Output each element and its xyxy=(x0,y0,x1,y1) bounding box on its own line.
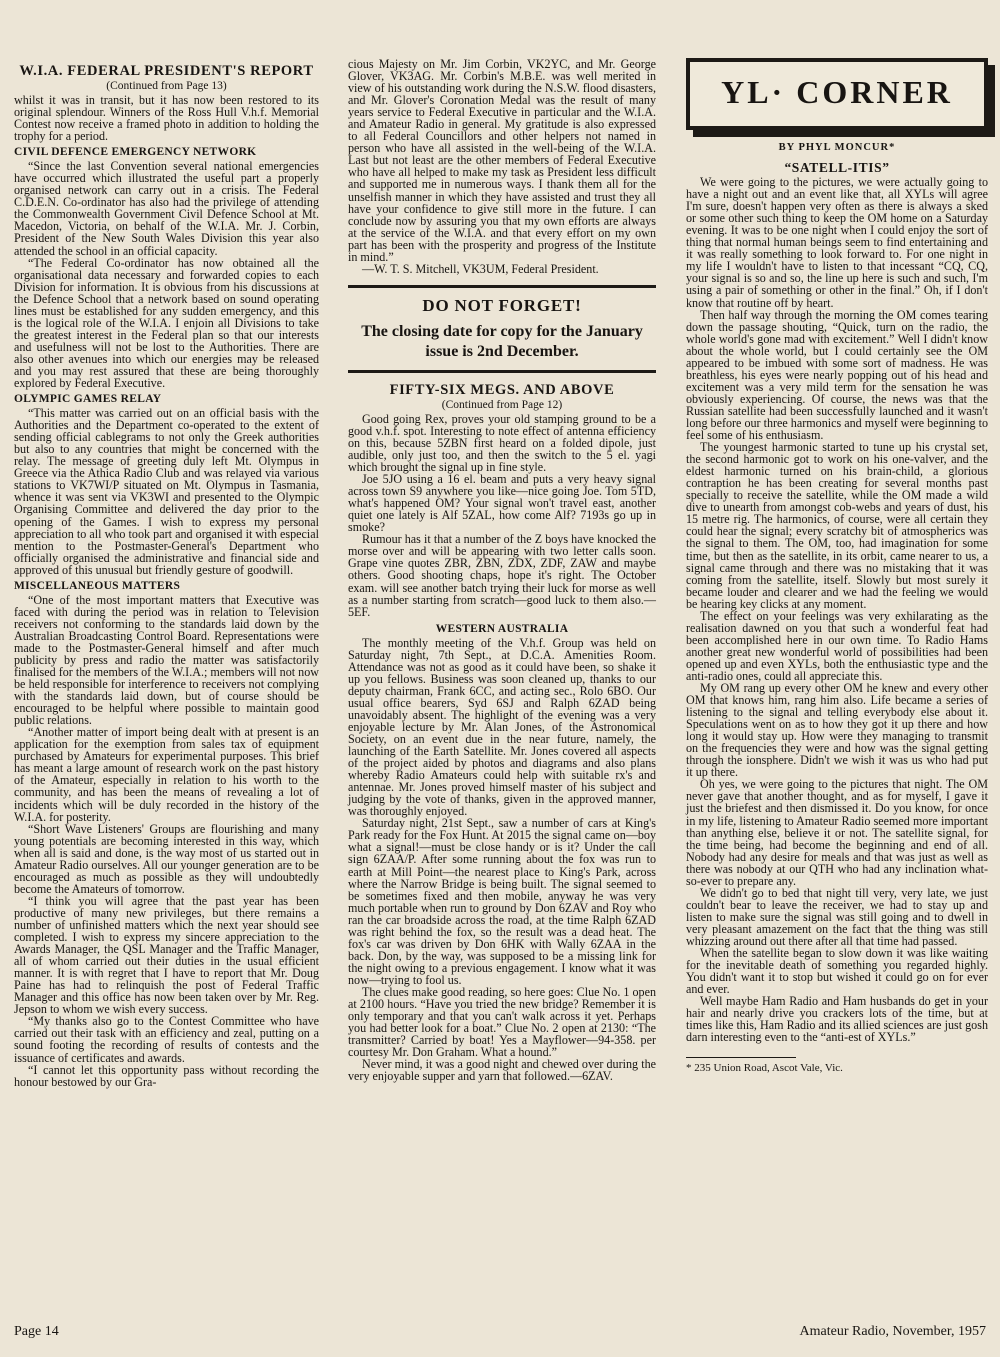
byline: BY PHYL MONCUR* xyxy=(778,142,896,153)
footnote: * 235 Union Road, Ascot Vale, Vic. xyxy=(686,1057,796,1074)
paragraph: My OM rang up every other OM he knew and every other OM that knows him, rang him also. Life became a series of listening to the signal and telling everybody else about it. Speculations went on as to how they got it up there and how long it would stay up. How were they managing to transmit on the frequencies they were and how was the signal getting through the ionsphere. Didn't we wish it was us who had put it up there. xyxy=(686,681,988,780)
paragraph: We were going to the pictures, we were actually going to have a night out and an event like that, all XYLs will agree I'm sure, doesn't happen very often as there is always a sked or some other such thing to keep the OM home on a Saturday evening. It was to be one night when I could enjoy the sort of thing that normal human beings seem to find entertaining and it was really something to look forward to. For one night in my life I wouldn't have to listen to that incessant “CQ, CQ, your signal is so and so, the line up here is such and such, I'm using a pair of something or other in the final.” Oh, if I don't know that routine off by heart. xyxy=(686,175,988,310)
paragraph: When the satellite began to slow down it was like waiting for the inevitable death of something you regarded highly. You didn't want it to stop but wished it could go on for ever and ever. xyxy=(686,946,988,997)
paragraph: Never mind, it was a good night and chewed over during the very enjoyable supper and yarn that followed.—6ZAV. xyxy=(348,1057,656,1084)
paragraph: “My thanks also go to the Contest Committee who have carried out their task with an efficiency and zeal, putting on a sound footing the recording of results of contests and the issuance of certificates and awards. xyxy=(14,1014,319,1065)
paragraph: We didn't go to bed that night till very, very late, we just couldn't bear to leave the receiver, we had to stay up and listen to make sure the signal was still going and to dwell in very pleasant amazement on the fact that the thing was still whizzing around out there after all that time had passed. xyxy=(686,885,988,948)
paragraph: The clues make good reading, so here goes: Clue No. 1 open at 2100 hours. “Have you tried the new bridge? Remember it is only temporary and that you can't walk across it yet. Perhaps you had better look for a boat.” Clue No. 2 open at 2130: “The transmitter? Carried by boat! Yes a Mayflower—94-358. per courtesy Mr. Don Graham. What a hound.” xyxy=(348,985,656,1060)
continued-note: (Continued from Page 12) xyxy=(441,398,563,411)
column-3 xyxy=(686,58,988,1074)
publication-line: Amateur Radio, November, 1957 xyxy=(799,1324,986,1339)
yl-corner-title: YL· CORNER xyxy=(721,74,953,110)
signature: —W. T. S. Mitchell, VK3UM, Federal President. xyxy=(362,261,599,276)
section-heading-western-australia: WESTERN AUSTRALIA xyxy=(435,622,569,635)
paragraph: Well maybe Ham Radio and Ham husbands do get in your hair and nearly drive you crackers lots of the time, but at times like this, Ham Radio and its allied sciences are just gosh darn interesting even to the “anti-est of XYLs.” xyxy=(686,994,988,1045)
column-1 xyxy=(14,58,319,1088)
paragraph: cious Majesty on Mr. Jim Corbin, VK2YC, and Mr. George Glover, VK3AG. Mr. Corbin's M.B.E. was well merited in view of his outstanding work during the N.S.W. flood disasters, and Mr. Glover's Coronation Medal was the result of many years service to Federal Executive in particular and the W.I.A. and Amateur Radio in general. My gratitude is also expressed to all Federal Councillors and other helpers not named in person who have all assisted in the well-being of the W.I.A. Last but not least are the other members of Federal Executive who have all helped to make my task as President less difficult and supported me in numerous ways. I thank them all for the unselfish manner in which they have assisted and trust they all have your confidence to give still more in the future. I can conclude now by assuring you that my own efforts are always at the service of the W.I.A. and that every effort on my own part has been with the prosperity and progress of the Institute in mind.” xyxy=(348,57,656,264)
article-title-satellitis: “SATELL-ITIS” xyxy=(784,160,890,176)
paragraph: “The Federal Co-ordinator has now obtained all the organisational data necessary and forwarded copies to each Division for information. It is obvious from his discussions at the Defence School that a network based on sound operating lines must be established for any sudden emergency, and this is the logical role of the W.I.A. I enjoin all Divisions to take the greatest interest in the Federal plan so that our interests and usefulness will not be lost to the Authorities. There are also other avenues into which our energies may be released and you may rest assured that these are being thoroughly explored by Federal Executive. xyxy=(14,255,319,391)
paragraph: Oh yes, we were going to the pictures that night. The OM never gave that another thought, and as for myself, I gave it just the briefest and then dismissed it. Do you know, for once in my life, listening to Amateur Radio seemed more important than anything else, believe it or not. The satellite signal, for the time being, had become the beginning and end of all. Nobody had any desire for meals and that was just as well as there was nobody at our QTH who had any inclination what-so-ever to prepare any. xyxy=(686,777,988,888)
paragraph: Joe 5JO using a 16 el. beam and puts a very heavy signal across town S9 anywhere you like—nice going Joe. Tom 5TD, what's happened OM? Your signal won't travel east, another quiet one lately is Alf 5ZAL, how come Alf? 7193s go up in smoke? xyxy=(348,472,656,535)
notice-box xyxy=(348,285,656,373)
section-heading-cden: CIVIL DEFENCE EMERGENCY NETWORK xyxy=(14,146,257,159)
article-title-presidents-report: W.I.A. FEDERAL PRESIDENT'S REPORT xyxy=(19,63,314,79)
continued-note: (Continued from Page 13) xyxy=(106,80,227,92)
notice-body: The closing date for copy for the January issue is 2nd December. xyxy=(361,322,643,360)
paragraph: “I think you will agree that the past year has been productive of many new privileges, but there remains a number of unfinished matters which the next year should see completed. I wish to express my sincere appreciation to the Awards Manager, the QSL Manager and the Traffic Manager, all of whom carried out their duties in the usual efficient manner. It is with regret that I have to report that Mr. Doug Paine has had to relinquish the post of Federal Traffic Manager and this office has now been taken over by Mr. Reg. Jepson to whom we wish every success. xyxy=(14,893,319,1017)
notice-title: DO NOT FORGET! xyxy=(422,295,582,315)
paragraph: The effect on your feelings was very exhilarating as the realisation dawned on you that such a wonderful feat had been accomplished here in our own time. To Radio Hams another great new wonderful world of possibilities had been opened up and even XYLs, both the enthusiastic type and the anti-radio ones, could all appreciate this. xyxy=(686,608,988,683)
paragraph: “Since the last Convention several national emergencies have occurred which illustrated the useful part a properly organised network can carry out in a crisis. The Federal C.D.E.N. Co-ordinator has also had the privilege of attending the Commonwealth Government Civil Defence School at Mt. Macedon, Victoria, on behalf of the W.I.A. Mr. J. Corbin, President of the New South Wales Division this year also attended the school in an official capacity. xyxy=(14,159,319,258)
column-2 xyxy=(348,58,656,1082)
paragraph: Then half way through the morning the OM comes tearing down the passage shouting, “Quick, turn on the radio, the whole world's gone mad with excitement.” Well I didn't know about the whole world, but I could certainly see the OM appeared to be imbued with some sort of madness. He was breathless, his eyes were nearly popping out of his head and excitement was a very mild term for the sensation he was obviously experiencing. Of course, the news was that the Russian satellite had been successfully launched and it wasn't long before our three harmonics and myself were beginning to feel some of his enthusiasm. xyxy=(686,307,988,443)
paragraph: Rumour has it that a number of the Z boys have knocked the morse over and will be appearing with two letter calls soon. Grape vine quotes ZBR, ZBN, ZDX, ZDF, ZAW and maybe others. Good shooting chaps, hope it's right. The October exam. will see another batch trying their luck for morse as well as a number starting from scratch—good luck to them also.—5EF. xyxy=(348,532,656,619)
paragraph: Good going Rex, proves your old stamping ground to be a good v.h.f. spot. Interesting to note effect of antenna efficiency on this, because 5ZBN first heard on a folded dipole, just audible, only just too, and then the switch to the 5 el. yagi which brought the signal up in fine style. xyxy=(348,411,656,475)
paragraph: whilst it was in transit, but it has now been restored to its original splendour. Winners of the Ross Hull V.h.f. Memorial Contest now receive a framed photo in addition to holding the trophy for a period. xyxy=(14,93,319,144)
section-heading-olympic: OLYMPIC GAMES RELAY xyxy=(14,393,162,406)
paragraph: The monthly meeting of the V.h.f. Group was held on Saturday night, 7th Sept., at D.C.A. Amenities Room. Attendance was not as good as it could have been, so shake it up you fellows. Business was soon cleaned up, thanks to our deputy chairman, Frank 6CC, and acting sec., Rolo 6BO. Our usual office bearers, Syd 6SJ and Ralph 6ZAD being unavoidably absent. The highlight of the evening was a very enjoyable lecture by Mr. Alan Jones, of the Astronomical Society, on an event due in the near future, namely, the launching of the Earth Satellite. Mr. Jones covered all aspects of the project aided by photos and diagrams and also plans whereby Radio Amateurs could help with suitable rx's and antennae. Mr. Jones proved himself master of his subject and judging by the vote of thanks, given in the approved manner, was thoroughly enjoyed. xyxy=(348,635,656,819)
section-heading-misc: MISCELLANEOUS MATTERS xyxy=(14,579,181,592)
paragraph: The youngest harmonic started to tune up his crystal set, the second harmonic got to work on his one-valver, and the eldest harmonic turned on his brain-child, a glorious contraption he has been creating for several months past specially to receive the satellite, while the OM made a wild dive to unearth from amongst cob-webs and years of dust, his 15 metre rig. The harmonics, of course, were all certain they could hear the signal; every scratchy bit of atmospherics was the signal to them. The OM, too, had imagination for some time, but then as the satellite, in its orbit, came nearer to us, a signal came through and there was no mistaking that it was coming from the satellite, itself. Slowly but most surely it became louder and clearer and we had the feeling we would be hearing key clicks at any moment. xyxy=(686,440,988,611)
page-number: Page 14 xyxy=(14,1324,59,1339)
paragraph: Saturday night, 21st Sept., saw a number of cars at King's Park ready for the Fox Hunt. At 2015 the signal came on—boy what a signal!—must be close handy or is it? Under the call sign 6ZAA/P. After some running about the fox was run to earth at Mill Point—the nearest place to King's Park, across where the Narrow Bridge is being built. The signal seemed to be sometimes fixed and then mobile, anyway he was very much portable when run to ground by Don 6ZAV and Roy who ran the car broadside across the road, at the time Ralph 6ZAD was right behind the fox, so the result was a dead heat. The fox's car was driven by Don 6HK with Wally 6ZAA in the back. Don, by the way, was supposed to be a missing link for the night owing to a previous engagement. I know what it was now—trying to fool us. xyxy=(348,816,656,987)
paragraph: “Another matter of import being dealt with at present is an application for the exemption from sales tax of equipment purchased by Amateurs for experimental purposes. This brief has meant a large amount of research work on the past history of the Amateur, especially in relation to his worth to the community, and has been the means of revealing a lot of incidents which will be duly recorded in the history of the W.I.A. for posterity. xyxy=(14,725,319,824)
article-title-fifty-six-megs: FIFTY-SIX MEGS. AND ABOVE xyxy=(389,381,615,398)
paragraph: “One of the most important matters that Executive was faced with during the period was in relation to Television receivers not conforming to the standards laid down by the Australian Broadcasting Control Board. Representations were made to the Postmaster-General himself and after much publicity by press and radio the matter was satisfactorily finalised for the members of the W.I.A.; members will not now be held responsible for interference to receivers not complying with the standards laid down, but of course should be encouraged to be helpful where possible to maintain good public relations. xyxy=(14,592,319,728)
paragraph: “This matter was carried out on an official basis with the Authorities and the Department co-operated to the extent of sending official cablegrams to not only the Greek authorities but also to any countries that might be concerned with the relay. The message of greeting duly left Mt. Olympus in Greece via the Athica Radio Club and was relayed via various stations to VK7WI/P situated on Mt. Olympus in Tasmania, whence it was sent via VK3WI and presented to the Olympic Organising Committee and delivered the day prior to the opening of the Games. I wish to express my personal appreciation to all who took part and organised it with especial mention to the Postmaster-General's Department who officially organised the administrative and financial side and approved of this unusual but friendly gesture of goodwill. xyxy=(14,406,319,577)
paragraph: “I cannot let this opportunity pass without recording the honour bestowed by our Gra- xyxy=(14,1062,319,1089)
paragraph: “Short Wave Listeners' Groups are flourishing and many young potentials are becoming interested in this way, which when all is said and done, is the way most of us started out in Amateur Radio ourselves. All our younger generation are to be encouraged as much as possible as they will undoubtedly become the Amateurs of tomorrow. xyxy=(14,821,319,896)
